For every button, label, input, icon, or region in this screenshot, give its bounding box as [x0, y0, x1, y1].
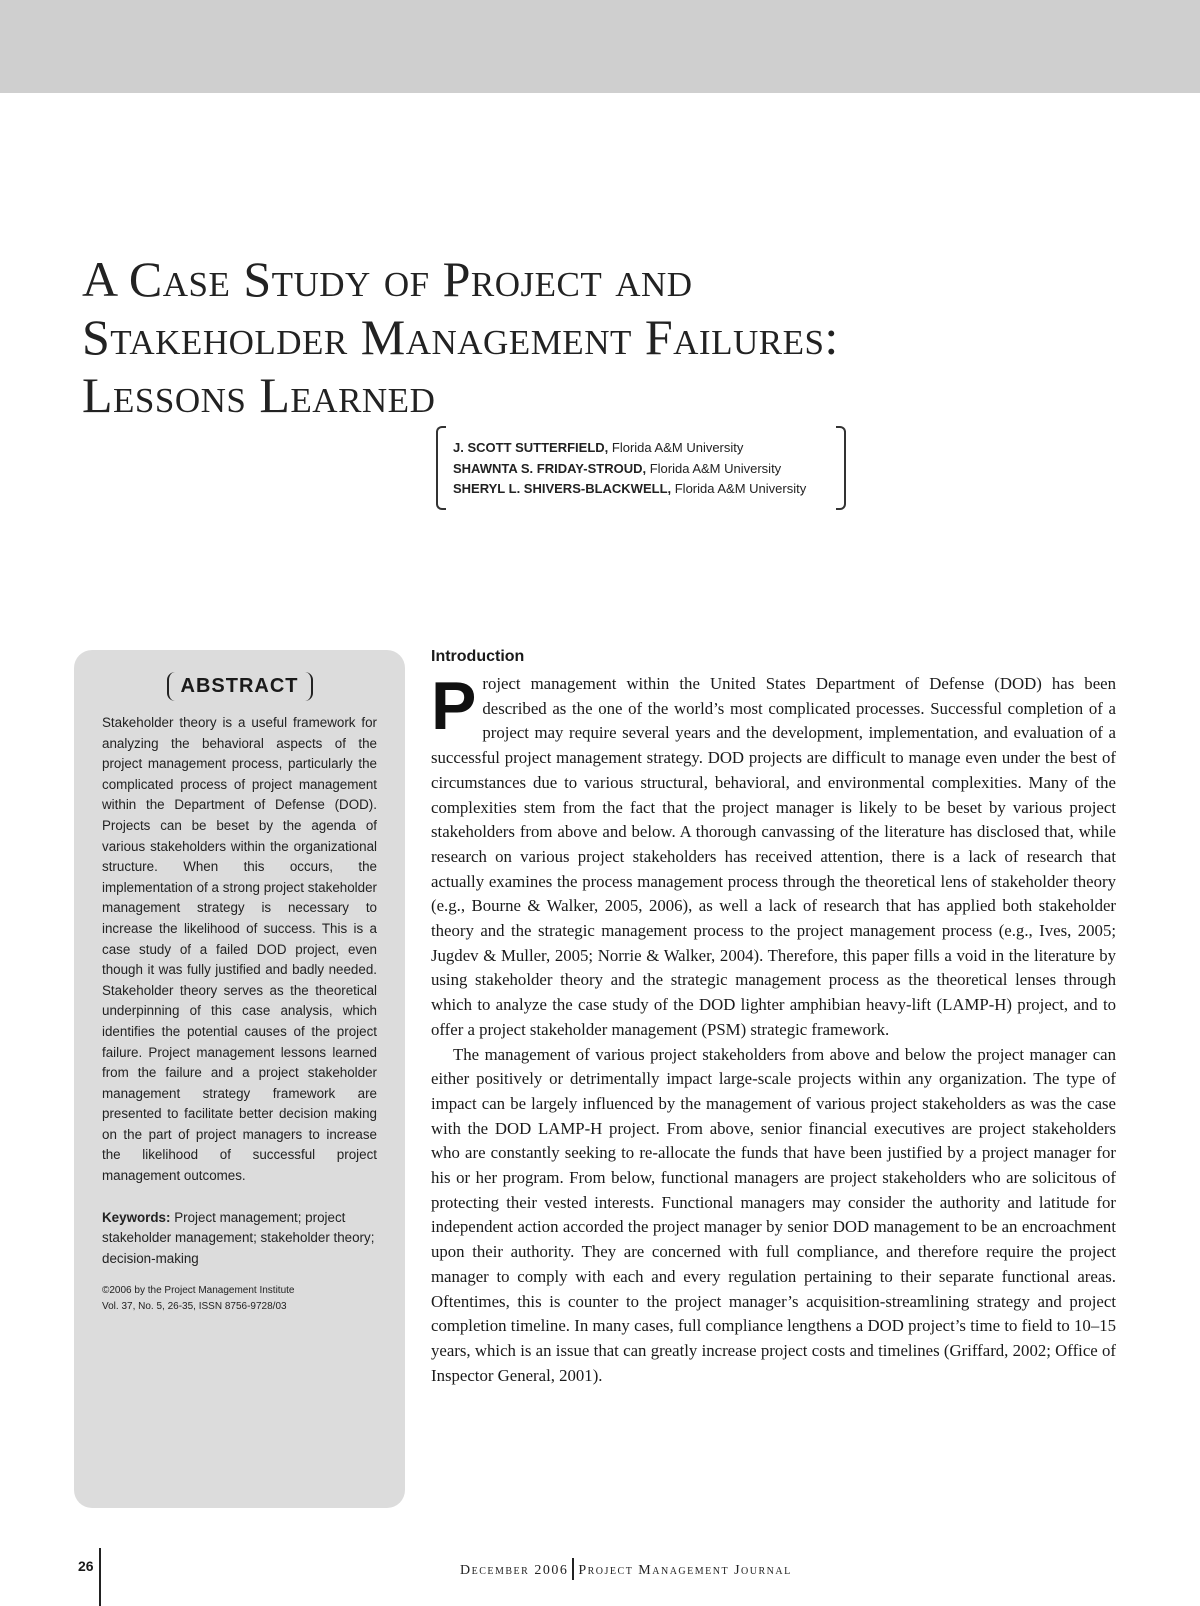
author-affiliation: Florida A&M University [646, 460, 782, 476]
author-block [436, 426, 846, 510]
footer-rule [99, 1548, 101, 1606]
author-name: SHERYL L. SHIVERS-BLACKWELL, [453, 481, 672, 496]
copyright-line: ©2006 by the Project Management Institute [102, 1285, 295, 1297]
header-band [0, 0, 1200, 93]
title-line: A Case Study of Project and [82, 251, 693, 307]
paragraph [431, 668, 1116, 1043]
author-list [453, 438, 806, 500]
author-line [453, 438, 806, 459]
article-title [82, 250, 1142, 424]
footer-date: December 2006 [460, 1563, 569, 1578]
abstract-box [74, 650, 405, 1508]
citation-line: Vol. 37, No. 5, 26-35, ISSN 8756-9728/03 [102, 1301, 287, 1313]
title-line: Stakeholder Management Failures: [82, 309, 839, 365]
author-affiliation: Florida A&M University [671, 481, 807, 496]
abstract-heading [102, 672, 377, 701]
author-name: J. SCOTT SUTTERFIELD, [453, 440, 609, 455]
paragraph-text: roject management within the United States Department of Defense (DOD) has been described as the one of the world’s most complicated processes. Successful completion of a project may require several years and the development, implementation, and evaluation of a successful project management strategy. DOD projects are difficult to manage even under the best of circumstances due to various structural, behavioral, and environmental complexities. Many of the complexities stem from the fact that the project manager is likely to be beset by various project stakeholders from above and below. A thorough canvassing of the literature has disclosed that, while research on various project stakeholders has received attention, there is a lack of research that actually examines the process management process through the theoretical lens of stakeholder theory (e.g., Bourne & Walker, 2005, 2006), as well a lack of research that has applied both stakeholder theory and the strategic management process to the project management process (e.g., Ives, 2005; Jugdev & Muller, 2005; Norrie & Walker, 2004). Therefore, this paper fills a void in the literature by using stakeholder theory and the strategic management process as the theoretical lenses through which to analyze the case study of the DOD lighter amphibian heavy-lift (LAMP-H) project, and to offer a project stakeholder management (PSM) strategic framework. [431, 674, 1116, 1039]
author-name: SHAWNTA S. FRIDAY-STROUD, [453, 460, 647, 476]
bracket-left [436, 426, 446, 510]
author-line [453, 459, 806, 480]
abstract-heading-label: ABSTRACT [167, 672, 313, 701]
body-text [431, 668, 1116, 1388]
footer-journal: Project Management Journal [578, 1563, 792, 1578]
author-line [453, 479, 806, 500]
title-line: Lessons Learned [82, 367, 436, 423]
keywords [102, 1208, 377, 1270]
section-heading: Introduction [431, 648, 525, 665]
keywords-label: Keywords: [102, 1209, 171, 1225]
paragraph: The management of various project stakeholders from above and below the project manager can either positively or detrimentally impact large-scale projects within any organization. The type of impact can be largely influenced by the management of various project stakeholders as was the case with the DOD LAMP-H project. From above, senior financial executives are project stakeholders who are constantly seeking to re-allocate the funds that have been justified by a project manager for his or her program. From below, functional managers are project stakeholders who are solicitous of protecting their vested interests. Functional managers may consider the authority and latitude for independent action accorded the project manager by senior DOD management to be an encroachment upon their authority. They are concerned with full compliance, and therefore require the project manager to comply with each and every regulation pertaining to their separate functional areas. Oftentimes, this is counter to the project manager’s acquisition-streamlining strategy and project completion timeline. In many cases, full compliance lengthens a DOD project’s time to field to 10–15 years, which is an issue that can greatly increase project costs and timelines (Griffard, 2002; Office of Inspector General, 2001). [431, 1044, 1116, 1385]
footer-separator [572, 1558, 574, 1580]
author-affiliation: Florida A&M University [608, 440, 744, 455]
bracket-right [836, 426, 846, 510]
page-number: 26 [78, 1558, 94, 1574]
drop-cap: P [431, 668, 477, 744]
copyright [102, 1283, 377, 1315]
running-footer [460, 1558, 792, 1580]
abstract-text: Stakeholder theory is a useful framework for analyzing the behavioral aspects of the project management process, particularly the complicated process of project management within the Department of Defense (DOD). Projects can be beset by the agenda of various stakeholders within the organizational structure. When this occurs, the implementation of a strong project stakeholder management strategy is necessary to increase the likelihood of success. This is a case study of a failed DOD project, even though it was fully justified and badly needed. Stakeholder theory serves as the theoretical underpinning of this case analysis, which identifies the potential causes of the project failure. Project management lessons learned from the failure and a project stakeholder management strategy framework are presented to facilitate better decision making on the part of project managers to increase the likelihood of successful project management outcomes. [102, 715, 377, 1184]
keywords-list: Project management; project stakeholder management; stakeholder theory; decision-making [102, 1209, 375, 1266]
